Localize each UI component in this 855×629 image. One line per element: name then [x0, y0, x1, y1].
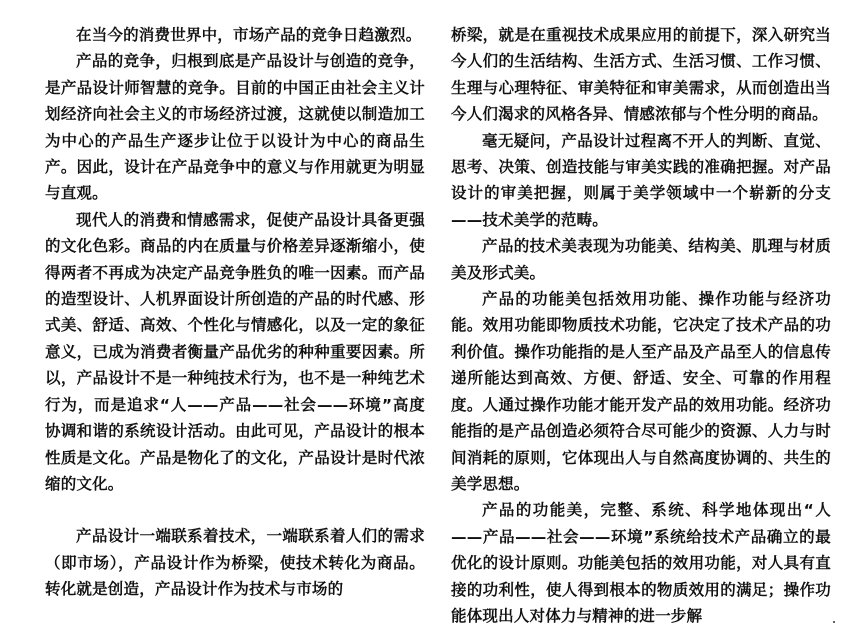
paragraph-continued: 桥梁，就是在重视技术成果应用的前提下，深入研究当今人们的生活结构、生活方式、生活习惯、工作习惯、生理与心理特征、审美特征和审美需求，从而创造出当今人们渴求的风格各异、情感浓郁与个性分明的商品。	[451, 26, 831, 124]
paragraph: 产品的功能美包括效用功能、操作功能与经济功能。效用功能即物质技术功能，它决定了技术产品的功利价值。操作功能指的是人至产品及产品至人的信息传递所能达到高效、方便、舒适、安全、可靠的作用程度。人通过操作功能才能开发产品的效用功能。经济功能指的是产品创造必须符合尽可能少的资源、人力与时间消耗的原则，它体现出人与自然高度协调的、共生的美学思想。	[451, 290, 831, 493]
paragraph: 在当今的消费世界中，市场产品的竞争日趋激烈。	[76, 26, 422, 44]
paragraph: 产品设计一端联系着技术，一端联系着人们的需求（即市场），产品设计作为桥梁，使技术转化为商品。转化就是创造，产品设计作为技术与市场的	[45, 527, 425, 599]
paragraph: 产品的技术美表现为功能美、结构美、肌理与材质美及形式美。	[451, 237, 831, 282]
paragraph: 毫无疑问，产品设计过程离不开人的判断、直觉、思考、决策、创造技能与审美实践的准确把握。对产品设计的审美把握，则属于美学领域中一个崭新的分支——技术美学的范畴。	[451, 131, 831, 229]
scan-speck	[833, 621, 835, 623]
paragraph: 产品的功能美，完整、系统、科学地体现出“人——产品——社会——环境”系统给技术产品确立的最优化的设计原则。功能美包括的效用功能，对人具有直接的功利性，使人得到根本的物质效用的满足；操作功能体现出人对体力与精神的进一步解	[451, 501, 831, 625]
left-text-column	[45, 22, 425, 603]
right-text-column	[451, 22, 831, 629]
paragraph: 产品的竞争，归根到底是产品设计与创造的竞争，是产品设计师智慧的竞争。目前的中国正由社会主义计划经济向社会主义的市场经济过渡，这就使以制造加工为中心的产品生产逐步让位于以设计为中心的商品生产。因此，设计在产品竞争中的意义与作用就更为明显与直观。	[45, 52, 425, 203]
paragraph: 现代人的消费和情感需求，促使产品设计具备更强的文化色彩。商品的内在质量与价格差异逐渐缩小，使得两者不再成为决定产品竞争胜负的唯一因素。而产品的造型设计、人机界面设计所创造的产品的时代感、形式美、舒适、高效、个性化与情感化，以及一定的象征意义，已成为消费者衡量产品优劣的种种重要因素。所以，产品设计不是一种纯技术行为，也不是一种纯艺术行为，而是追求“人——产品——社会——环境”高度协调和谐的系统设计活动。由此可见，产品设计的根本性质是文化。产品是物化了的文化，产品设计是时代浓缩的文化。	[45, 210, 425, 493]
